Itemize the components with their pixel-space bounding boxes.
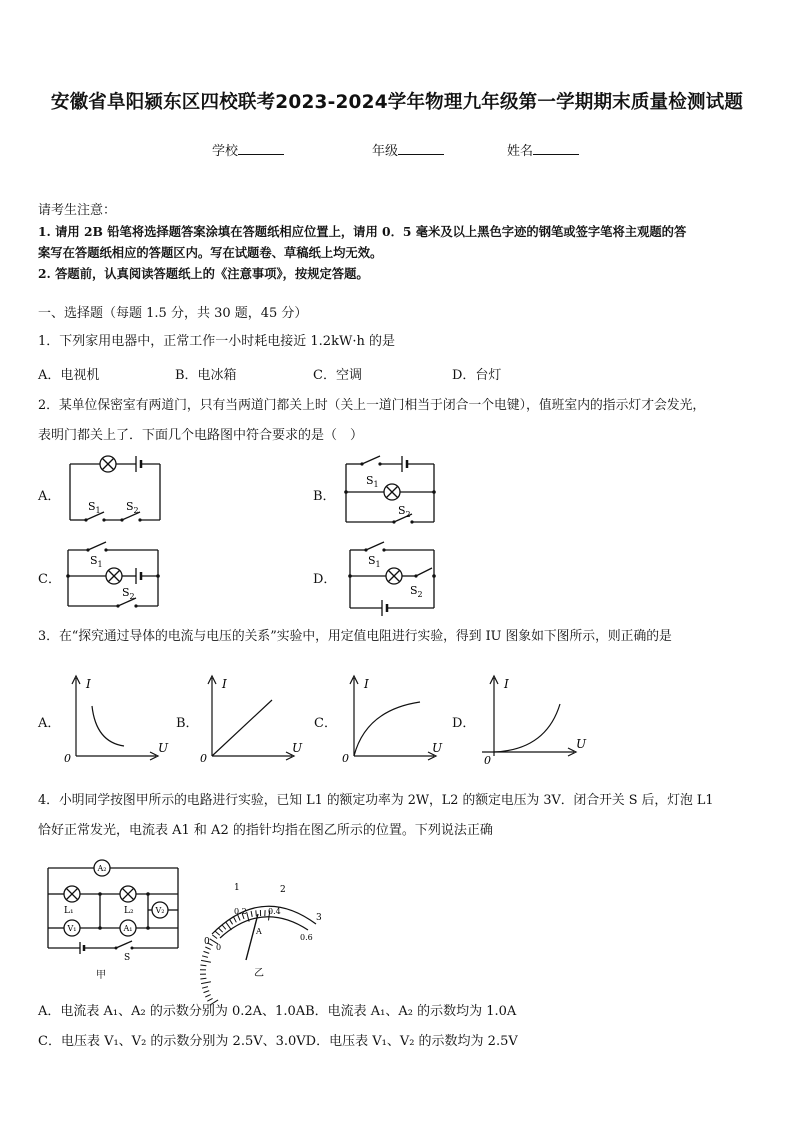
dial-tick (218, 928, 222, 932)
svg-text:I: I (86, 677, 91, 691)
switch-s1-label: $S_1$ (90, 554, 103, 569)
school-blank (238, 142, 284, 155)
q1-option-b: B．电冰箱 (175, 368, 237, 383)
q3-option-a: A． (38, 716, 61, 731)
svg-text:0: 0 (484, 754, 491, 767)
dial-tick (226, 922, 232, 930)
svg-text:U: U (158, 741, 169, 755)
svg-text:U: U (292, 741, 303, 755)
svg-text:I: I (364, 677, 369, 691)
circuit-diagram-a (66, 452, 166, 524)
page-title: 安徽省阜阳颍东区四校联考2023-2024学年物理九年级第一学期期末质量检测试题 (50, 92, 744, 113)
figure-jia-caption: 甲 (96, 970, 106, 981)
dial-tick (201, 982, 211, 984)
q1-option-d: D．台灯 (452, 368, 502, 383)
switch-s1-label: $S_1$ (368, 554, 381, 569)
dial-tick (200, 978, 206, 979)
svg-text:0.4: 0.4 (268, 907, 281, 916)
voltmeter-v2-label: V₂ (155, 906, 165, 915)
dial-tick (200, 965, 206, 966)
q4-line-1: 4．小明同学按图甲所示的电路进行实验，已知 L1 的额定功率为 2W，L2 的额定电压为 3V．闭合开关 S 后，灯泡 L1 (38, 793, 714, 808)
switch-s2-label: $S_2$ (410, 584, 423, 599)
notice-item-2: 2. 答题前，认真阅读答题纸上的《注意事项》，按规定答题。 (38, 266, 369, 281)
q3-option-b: B． (176, 716, 199, 731)
q2-line-2: 表明门都关上了．下面几个电路图中符合要求的是（ ） (38, 428, 364, 443)
ammeter-a2-label: A₂ (97, 864, 107, 873)
voltmeter-v1-label: V₁ (67, 924, 77, 933)
dial-tick (204, 991, 210, 993)
dial-tick (251, 911, 252, 917)
dial-tick (202, 956, 208, 958)
dial-tick (204, 951, 210, 953)
circuit-diagram-b (340, 452, 440, 528)
q2-line-1: 2．某单位保密室有两道门，只有当两道门都关上时（关上一道门相当于闭合一个电键），值班室内的指示灯才会发光， (38, 398, 706, 413)
switch-s-label: S (124, 953, 131, 963)
grade-blank (398, 142, 444, 155)
grade-label: 年级 (372, 144, 399, 159)
notice-heading: 请考生注意： (38, 203, 117, 218)
circuit-diagram-c (64, 536, 164, 610)
iu-graph-a (62, 672, 172, 764)
svg-text:I: I (504, 677, 509, 691)
dial-tick (205, 995, 210, 997)
q4-options-cd: C．电压表 V₁、V₂ 的示数分别为 2.5V、3.0VD．电压表 V₁、V₂ 的示数均为 2.5V (38, 1034, 518, 1049)
q4-line-2: 恰好正常发光，电流表 A1 和 A2 的指针均指在图乙所示的位置。下列说法正确 (38, 823, 493, 838)
dial-tick (212, 935, 217, 939)
school-field (212, 140, 284, 159)
svg-text:I: I (222, 677, 227, 691)
q1-stem: 1．下列家用电器中，正常工作一小时耗电接近 1.2kW·h 的是 (38, 334, 395, 349)
q2-option-b: B． (313, 489, 336, 504)
ammeter-a1-label: A₁ (123, 924, 133, 933)
q2-option-c: C． (38, 572, 61, 587)
svg-text:0.2: 0.2 (234, 907, 247, 916)
svg-text:0: 0 (200, 752, 207, 765)
switch-s2-label: $S_2$ (398, 504, 411, 519)
q4-options-ab: A．电流表 A₁、A₂ 的示数分别为 0.2A、1.0AB．电流表 A₁、A₂ 的示数均为 1.0A (38, 1004, 517, 1019)
notice-item-1-line-2: 案写在答题纸相应的答题区内。写在试题卷、草稿纸上均无效。 (38, 245, 383, 260)
ammeter-dial-yi (198, 880, 328, 980)
svg-text:0: 0 (342, 752, 349, 765)
svg-text:1: 1 (234, 883, 240, 893)
school-label: 学校 (212, 144, 239, 159)
svg-text:0: 0 (64, 752, 71, 765)
svg-text:0: 0 (216, 943, 222, 952)
svg-text:2: 2 (280, 885, 286, 895)
section-heading: 一、选择题（每题 1.5 分，共 30 题，45 分） (38, 306, 308, 321)
grade-field (372, 140, 444, 159)
circuit-diagram-d (346, 536, 446, 616)
svg-text:U: U (432, 741, 443, 755)
q1-option-c: C．空调 (313, 368, 362, 383)
svg-text:3: 3 (316, 913, 322, 923)
circuit-figure-jia (44, 858, 184, 982)
switch-s1-label: $S_1$ (366, 474, 379, 489)
svg-text:0: 0 (204, 937, 210, 947)
dial-tick (201, 960, 211, 962)
svg-text:0.6: 0.6 (300, 933, 313, 942)
name-field (507, 140, 579, 159)
figure-yi-caption: 乙 (254, 968, 264, 979)
lamp-l2-label: L₂ (124, 906, 134, 916)
dial-tick (222, 925, 226, 930)
iu-graph-b (198, 672, 308, 764)
dial-tick (205, 947, 210, 949)
name-blank (533, 142, 579, 155)
dial-tick (256, 910, 257, 916)
notice-item-1-line-1: 1. 请用 2B 铅笔将选择题答案涂填在答题纸相应位置上，请用 0．5 毫米及以上黑色字迹的钢笔或签字笔将主观题的答 (38, 224, 687, 239)
q3-option-d: D． (452, 716, 476, 731)
dial-tick (234, 917, 237, 922)
switch-s2-label: $S_2$ (122, 586, 135, 601)
lamp-l1-label: L₁ (64, 906, 74, 916)
q2-option-d: D． (313, 572, 337, 587)
dial-tick (202, 987, 208, 989)
dial-unit-label: A (256, 927, 262, 936)
q3-stem: 3．在“探究通过导体的电流与电压的关系”实验中，用定值电阻进行实验，得到 IU 图象如下图所示，则正确的是 (38, 629, 672, 644)
switch-s1-label: $S_1$ (88, 500, 101, 515)
iu-graph-c (340, 672, 450, 764)
svg-text:U: U (576, 737, 587, 751)
q1-option-a: A．电视机 (38, 368, 100, 383)
switch-s2-label: $S_2$ (126, 500, 139, 515)
iu-graph-d (480, 672, 590, 767)
q3-option-c: C． (314, 716, 337, 731)
name-label: 姓名 (507, 144, 534, 159)
dial-tick (215, 931, 220, 935)
dial-tick (229, 919, 232, 924)
q2-option-a: A． (38, 489, 61, 504)
